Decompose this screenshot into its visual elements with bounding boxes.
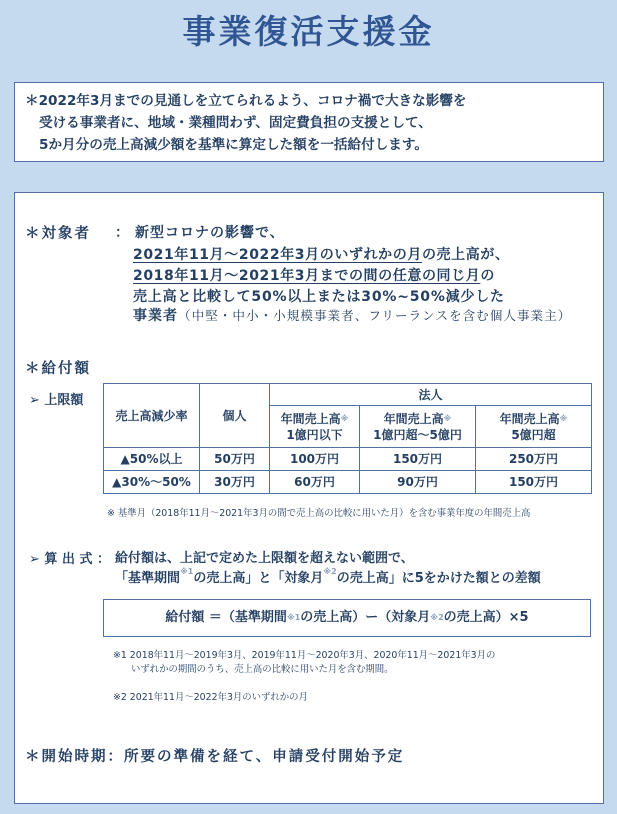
target-period-current: 2021年11月～2022年3月のいずれかの月 [133, 247, 422, 263]
calc-label: ➢ 算 出 式 ： [29, 552, 110, 567]
target-line-5 [133, 305, 571, 325]
intro-line-3: 5か月分の売上高減少額を基準に算定した額を一括給付します。 [39, 137, 428, 153]
benefit-heading: ＊給付額 [25, 361, 91, 377]
intro-line-1: ＊2022年3月までの見通しを立てられるよう、コロナ禍で大きな影響を [25, 93, 467, 109]
target-period-base: 2018年11月～2021年3月までの間の任意の同じ月 [133, 268, 481, 284]
target-heading: ＊対象者 [25, 226, 91, 242]
target-colon: ： [115, 225, 129, 241]
table-row: ▲50%以上 50万円 100万円 150万円 250万円 [104, 448, 592, 471]
header-individual: 個人 [200, 384, 270, 448]
start-line: ＊開始時期：所要の準備を経て、申請受付開始予定 [25, 749, 405, 765]
header-corporate: 法人 [270, 384, 592, 406]
calc-note-2: ※2 2021年11月～2022年3月のいずれかの月 [113, 692, 308, 703]
header-reduction-rate: 売上高減少率 [104, 384, 200, 448]
formula-box: 給付額 ＝（基準期間$^{※1}$の売上高）ー（対象月$^{※2}$の売上高）×5 [103, 599, 591, 637]
calc-note-1a: ※1 2018年11月～2019年3月、2019年11月～2020年3月、2020年11月～2021年3月の [113, 650, 496, 661]
calc-line-1: 給付額は、上記で定めた上限額を超えない範囲で、 [115, 551, 414, 566]
target-business: 事業者 [133, 308, 178, 324]
target-line-1: 新型コロナの影響で、 [135, 225, 285, 241]
limit-label: ➢ 上限額 [29, 393, 84, 408]
page-title: 事業復活支援金 [182, 12, 435, 51]
target-line-3-rest: の [480, 268, 495, 284]
target-business-note: （中堅・中小・小規模事業者、フリーランスを含む個人事業主） [178, 308, 572, 323]
calc-note-1b: いずれかの期間のうち、売上高の比較に用いた月を含む期間。 [131, 664, 394, 675]
calc-line-2: 「基準期間$^{※1}$の売上高」と「対象月$^{※2}$の売上高」に5をかけた額との差額 [115, 567, 541, 586]
main-box [14, 192, 604, 804]
target-line-2 [133, 244, 510, 264]
target-line-2-rest: の売上高が、 [421, 247, 510, 263]
target-line-3 [133, 265, 495, 285]
intro-line-2: 受ける事業者に、地域・業種問わず、固定費負担の支援として、 [39, 115, 432, 131]
header-corp-col-1: 年間売上高※ 1億円以下 [270, 406, 360, 448]
table-footnote: ※ 基準月（2018年11月～2021年3月の間で売上高の比較に用いた月）を含む事業年度の年間売上高 [107, 508, 531, 519]
table-row: ▲30%～50% 30万円 60万円 90万円 150万円 [104, 471, 592, 494]
target-line-4: 売上高と比較して50%以上または30%~50%減少した [133, 289, 505, 305]
header-corp-col-2: 年間売上高※ 1億円超～5億円 [360, 406, 476, 448]
intro-box [14, 82, 604, 162]
header-corp-col-3: 年間売上高※ 5億円超 [476, 406, 592, 448]
limit-table [103, 383, 592, 494]
